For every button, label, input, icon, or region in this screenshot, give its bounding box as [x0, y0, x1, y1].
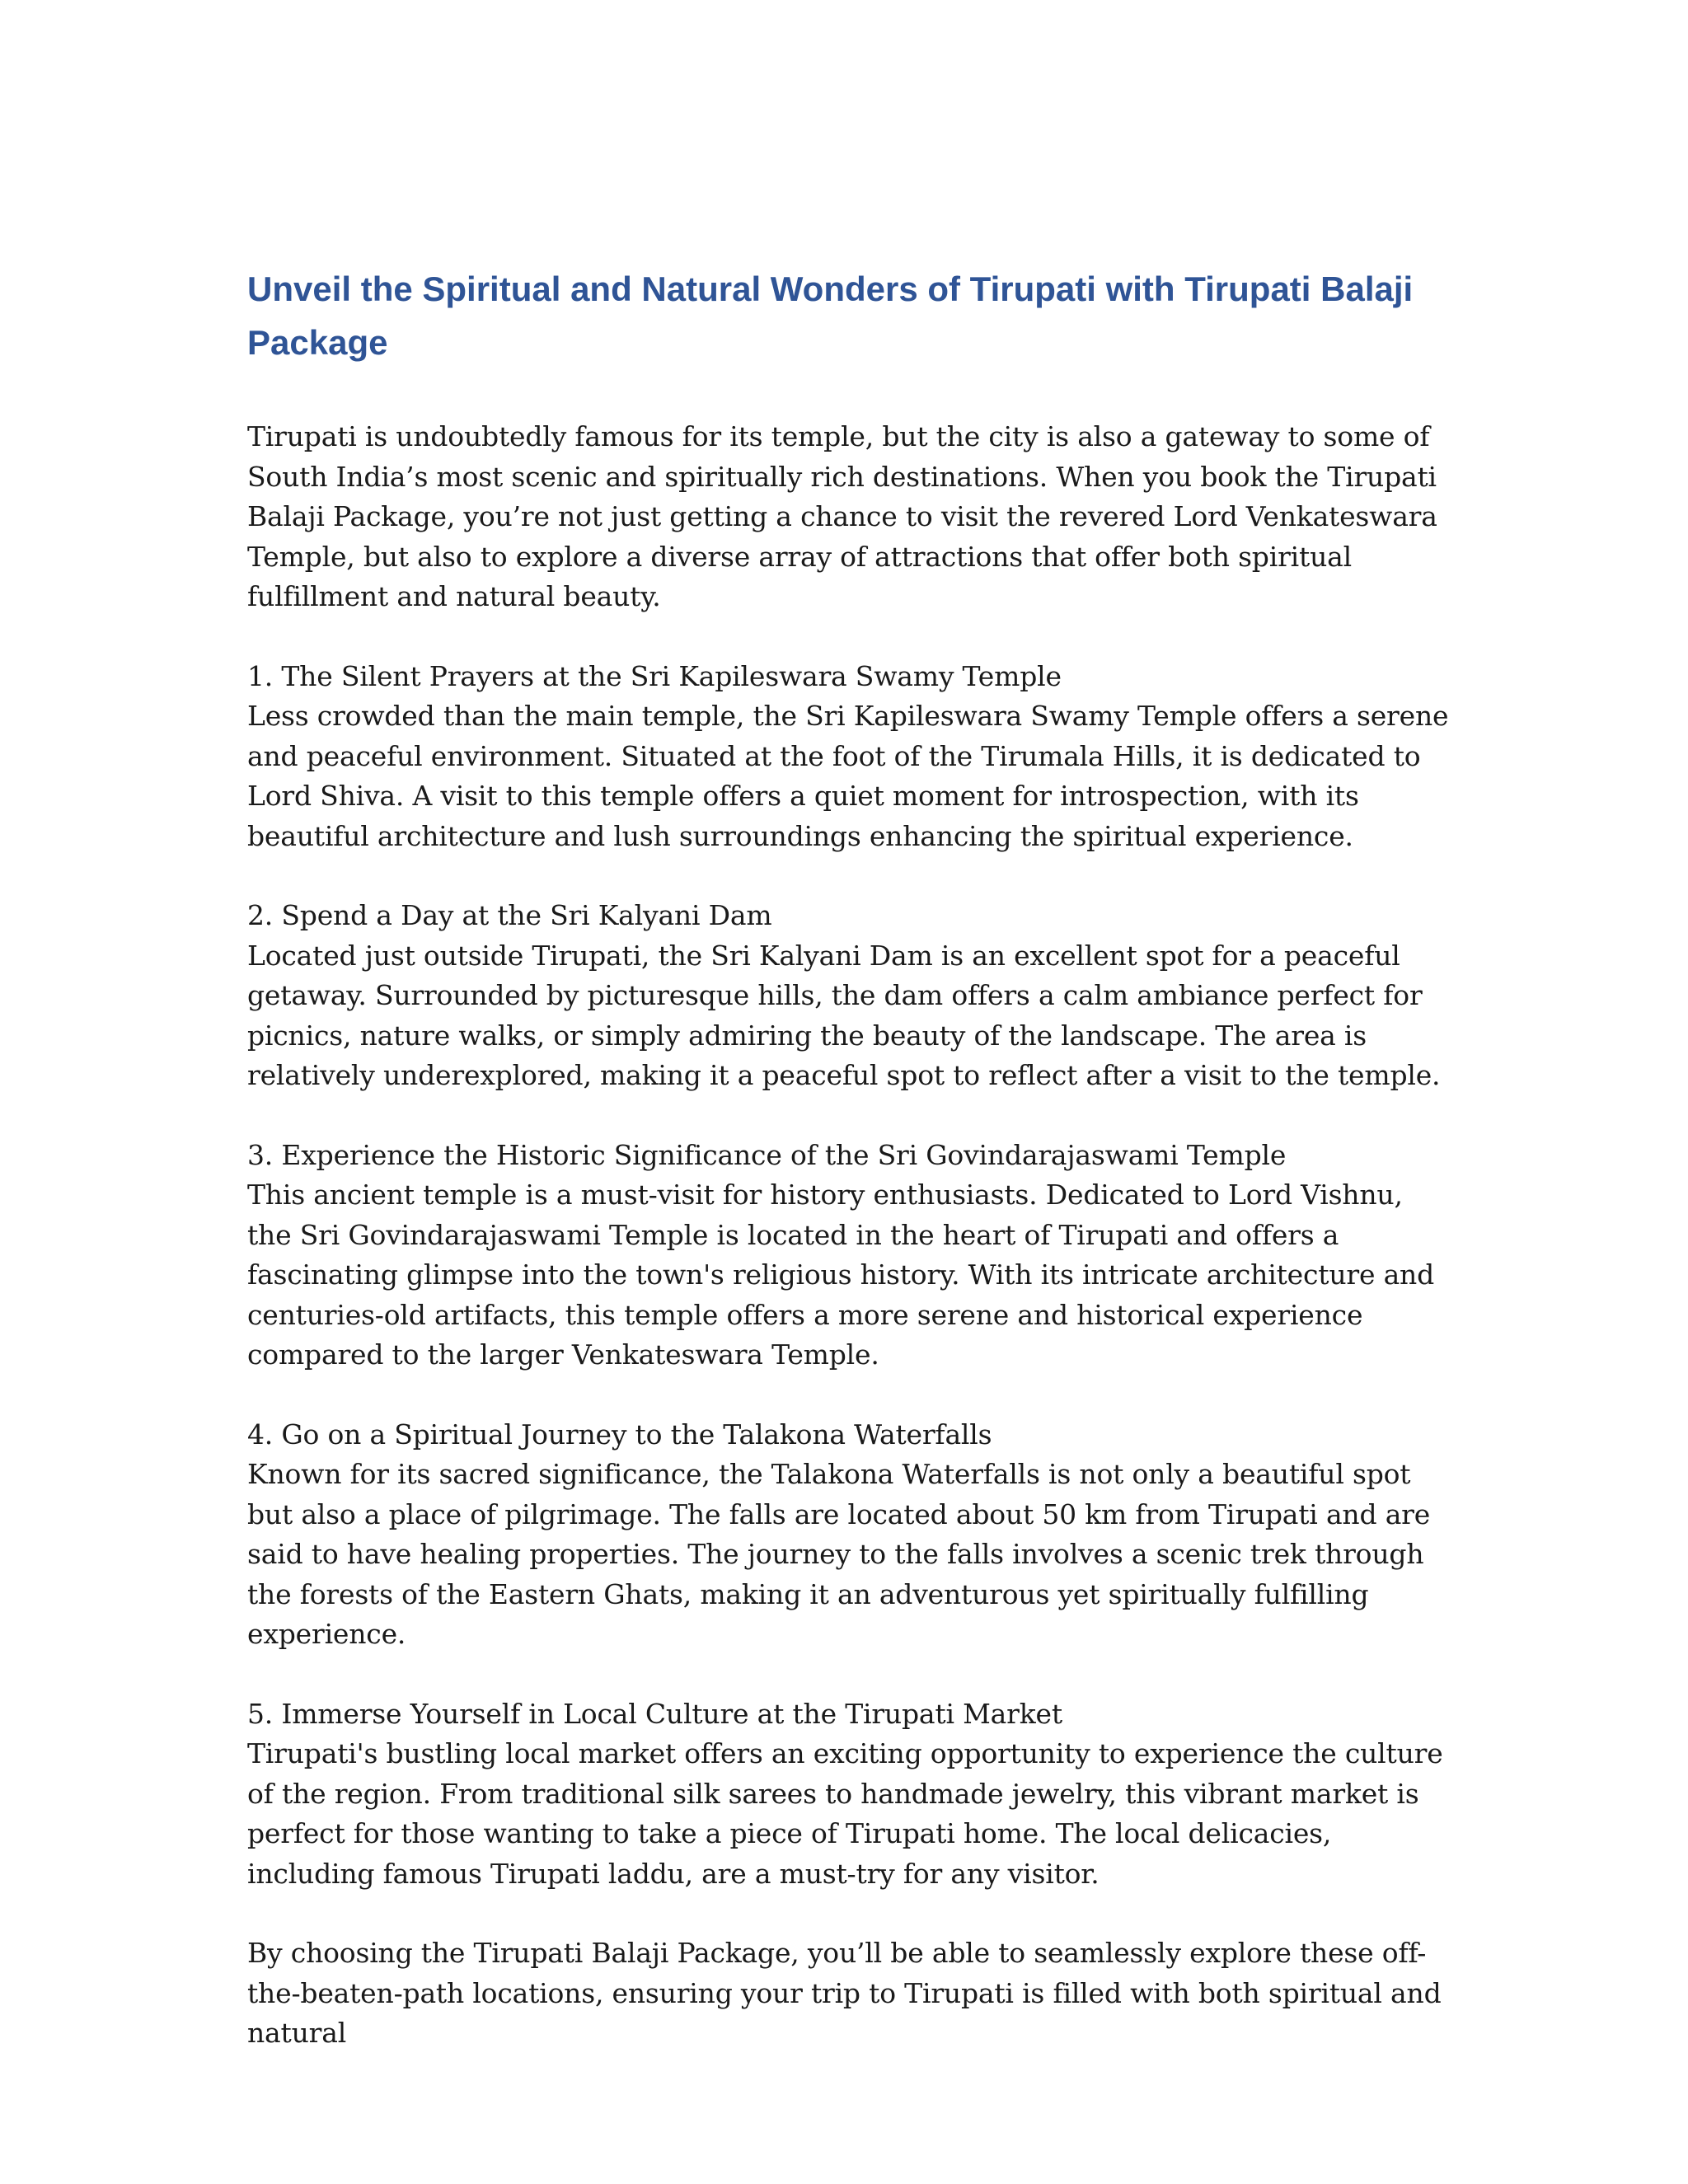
intro-paragraph: Tirupati is undoubtedly famous for its temple, but the city is also a gateway to some of South India’s most scenic and spiritually rich destinations. When you book the Tirupati Balaji Package, you’re not just getting a chance to visit the revered Lord Venkateswara Temple, but also to explore a diverse array of attractions that offer both spiritual fulfillment and natural beauty.: [247, 420, 1437, 612]
section-talakona-waterfalls: [247, 1415, 1451, 1655]
section-heading: 5. Immerse Yourself in Local Culture at the Tirupati Market: [247, 1697, 1062, 1730]
section-body: Known for its sacred significance, the Talakona Waterfalls is not only a beautiful spot but also a place of pilgrimage. The falls are located about 50 km from Tirupati and are said to have healing properties. The journey to the falls involves a scenic trek through the forests of the Eastern Ghats, making it an adventurous yet spiritually fulfilling experience.: [247, 1458, 1431, 1650]
section-heading: 4. Go on a Spiritual Journey to the Talakona Waterfalls: [247, 1418, 992, 1451]
section-body: Less crowded than the main temple, the Sri Kapileswara Swamy Temple offers a serene and peaceful environment. Situated at the foot of the Tirumala Hills, it is dedicated to Lord Shiva. A visit to this temple offers a quiet moment for introspection, with its beautiful architecture and lush surroundings enhancing the spiritual experience.: [247, 700, 1449, 852]
section-body: Located just outside Tirupati, the Sri Kalyani Dam is an excellent spot for a peaceful getaway. Surrounded by picturesque hills, the dam offers a calm ambiance perfect for picnics, nature walks, or simply admiring the beauty of the landscape. The area is relatively underexplored, making it a peaceful spot to reflect after a visit to the temple.: [247, 939, 1441, 1091]
section-kalyani-dam: [247, 896, 1451, 1096]
section-govindarajaswami-temple: [247, 1136, 1451, 1376]
section-heading: 2. Spend a Day at the Sri Kalyani Dam: [247, 899, 772, 931]
section-heading: 3. Experience the Historic Significance of the Sri Govindarajaswami Temple: [247, 1138, 1287, 1171]
document-body: [247, 262, 1451, 2093]
section-body: This ancient temple is a must-visit for history enthusiasts. Dedicated to Lord Vishnu, the Sri Govindarajaswami Temple is located in the heart of Tirupati and offers a fascinating glimpse into the town's religious history. With its intricate architecture and centuries-old artifacts, this temple offers a more serene and historical experience compared to the larger Venkateswara Temple.: [247, 1179, 1435, 1371]
section-heading: 1. The Silent Prayers at the Sri Kapileswara Swamy Temple: [247, 659, 1062, 692]
section-kapileswara-temple: [247, 657, 1451, 857]
document-title: Unveil the Spiritual and Natural Wonders of Tirupati with Tirupati Balaji Package: [247, 269, 1414, 362]
section-tirupati-market: [247, 1694, 1451, 1895]
closing-paragraph: By choosing the Tirupati Balaji Package, you’ll be able to seamlessly explore these off-the-beaten-path locations, ensuring your trip to Tirupati is filled with both spiritual and natural: [247, 1937, 1442, 2049]
section-body: Tirupati's bustling local market offers an exciting opportunity to experience the culture of the region. From traditional silk sarees to handmade jewelry, this vibrant market is perfect for those wanting to take a piece of Tirupati home. The local delicacies, including famous Tirupati laddu, are a must-try for any visitor.: [247, 1737, 1443, 1890]
